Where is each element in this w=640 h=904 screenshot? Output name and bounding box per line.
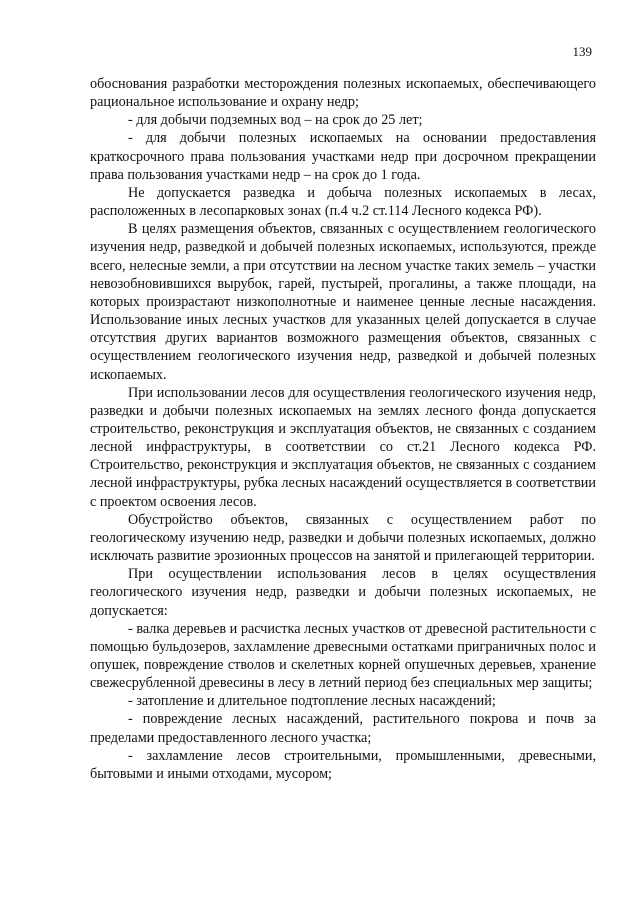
paragraph: - для добычи полезных ископаемых на основании предоставления краткосрочного права пользования участками недр при досрочном прекращении права пользования участками недр – на срок до 1 года.	[90, 130, 596, 183]
list-item: - захламление лесов строительными, промышленными, древесными, бытовыми и иными отходами, мусором;	[90, 747, 596, 782]
paragraph: - для добычи подземных вод – на срок до 25 лет;	[128, 112, 423, 129]
paragraph: Не допускается разведка и добыча полезных ископаемых в лесах, расположенных в лесопарковых зонах (п.4 ч.2 ст.114 Лесного кодекса РФ).	[90, 184, 596, 220]
paragraph: В целях размещения объектов, связанных с осуществлением геологического изучения недр, разведкой и добычей полезных ископаемых, используются, прежде всего, нелесные земли, а при отсутствии на лесном участке таких земель – участки невозобновившихся вырубок, гарей, пустырей, прогалины, а также площади, на которых произрастают низкополнотные и наименее ценные лесные насаждения. Использование иных лесных участков для указанных целей допускается в случае отсутствия других вариантов возможного размещения объектов, связанных с осуществлением геологического изучения недр, разведкой и добычей полезных ископаемых.	[90, 221, 596, 383]
page-number: 139	[572, 44, 592, 59]
paragraph: обоснования разработки месторождения полезных ископаемых, обеспечивающего рациональное использование и охрану недр;	[90, 76, 596, 111]
body-text	[90, 75, 596, 783]
paragraph: При осуществлении использования лесов в целях осуществления геологического изучения недр, разведки и добычи полезных ископаемых, не допускается:	[90, 566, 596, 619]
list-item: - затопление и длительное подтопление лесных насаждений;	[128, 693, 496, 710]
paragraph: При использовании лесов для осуществления геологического изучения недр, разведки и добычи полезных ископаемых на землях лесного фонда допускается строительство, реконструкция и эксплуатация объектов, не связанных с созданием лесной инфраструктуры, в соответствии со ст.21 Лесного кодекса РФ. Строительство, реконструкция и эксплуатация объектов, не связанных с созданием лесной инфраструктуры, рубка лесных насаждений осуществляется в соответствии с проектом освоения лесов.	[90, 384, 596, 510]
list-item: - валка деревьев и расчистка лесных участков от древесной растительности с помощью бульдозеров, захламление древесными остатками приграничных полос и опушек, повреждение стволов и скелетных корней опушечных деревьев, хранение свежесрубленной древесины в лесу в летний период без специальных мер защиты;	[90, 620, 596, 692]
paragraph: Обустройство объектов, связанных с осуществлением работ по геологическому изучению недр, разведки и добычи полезных ископаемых, должно исключать развитие эрозионных процессов на занятой и прилегающей территории.	[90, 511, 596, 565]
list-item: - повреждение лесных насаждений, растительного покрова и почв за пределами предоставленного лесного участка;	[90, 711, 596, 746]
